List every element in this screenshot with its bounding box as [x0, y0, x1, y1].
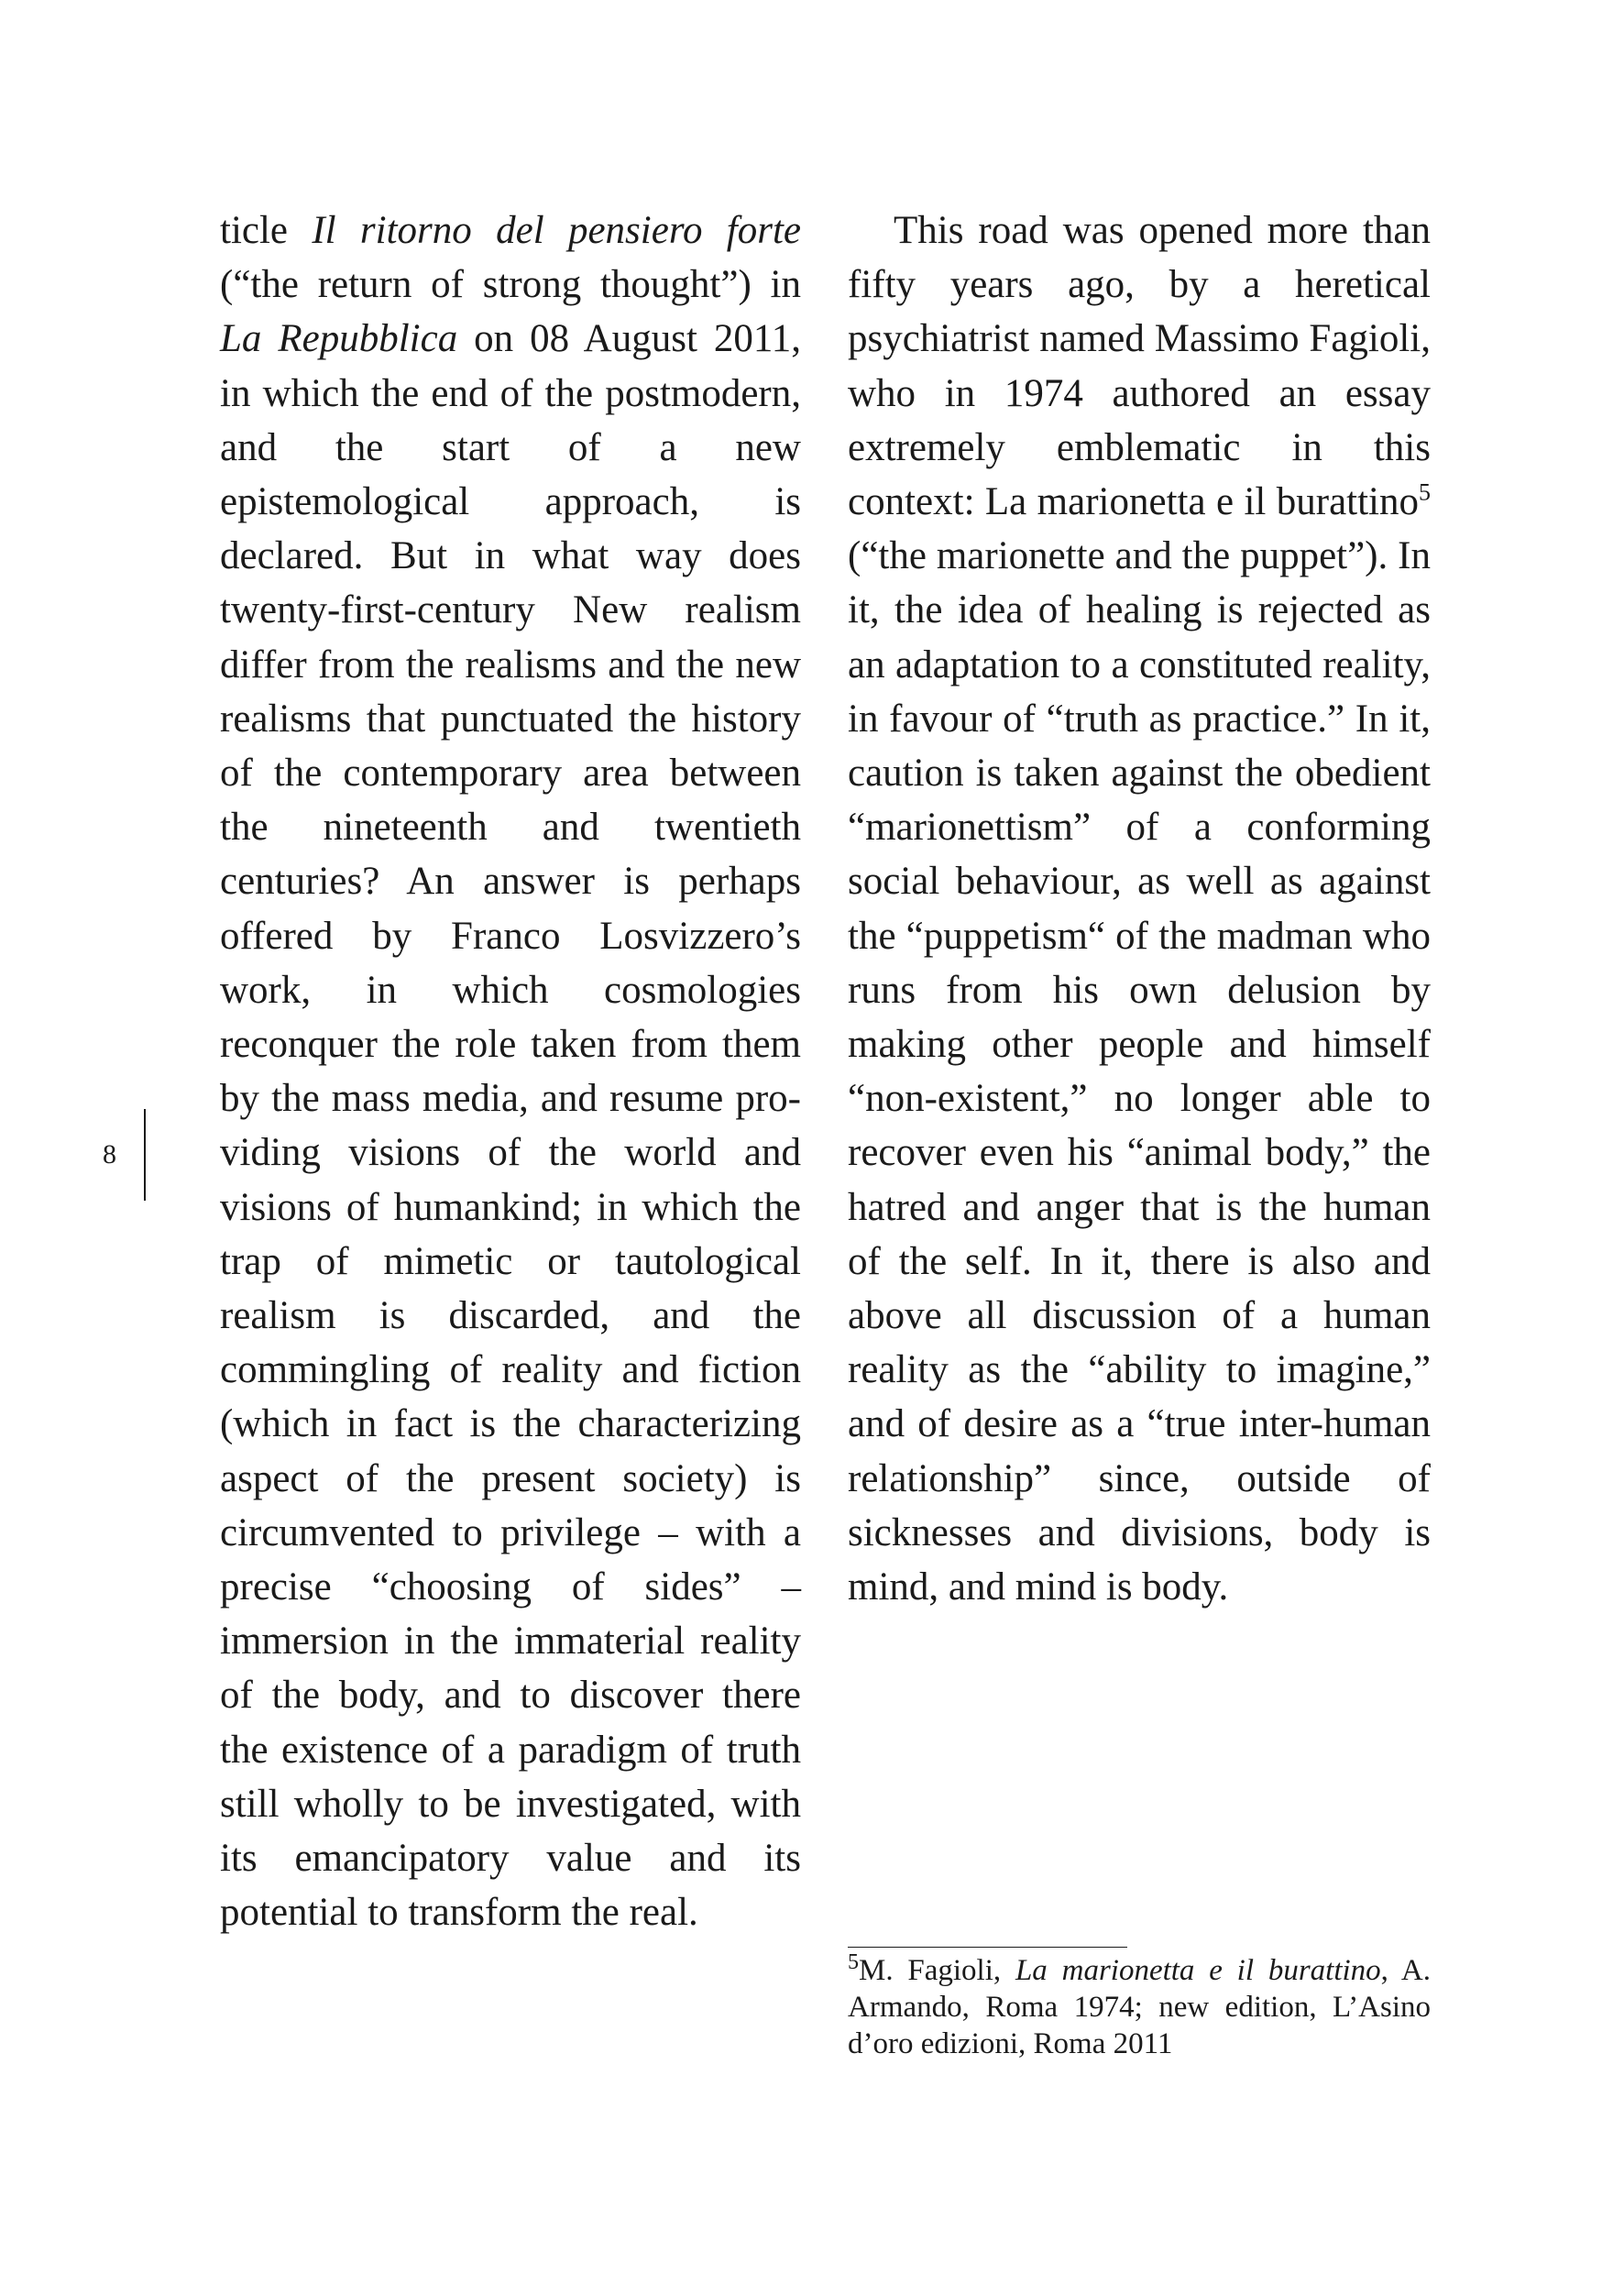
footnote-reference: 5	[1419, 478, 1431, 506]
footnote-text-segment: , A. Armando, Roma 1974; new edition, L’Asino d’oro edizioni, Roma 2011	[848, 1954, 1431, 2060]
left-text-segment: on 08 August 2011, in which the end of the postmodern, and the start of a new epistemological approach, is declared. But in what way does twenty-first-century New realism differ from the realisms and the new realisms that punctuated the history of the contemporary area between the nineteenth and twentieth centuries? An answer is perhaps offered by Franco Losvizzero’s work, in which cosmologies reconquer the role taken from them by the mass media, and resume providing visions of the world and visions of humankind; in which the trap of mimetic or tautological realism is discarded, and the commingling of reality and fiction (which in fact is the characterizing aspect of the present society) is circumvented to privilege – with a precise “choosing of sides” – immersion in the immaterial reality of the body, and to discover there the existence of a paradigm of truth still wholly to be investigated, with its emancipatory value and its potential to transform the real.	[220, 317, 802, 1935]
left-column	[220, 203, 801, 1940]
left-text-segment: ticle	[220, 209, 313, 252]
footnote-rule	[848, 1947, 1127, 1948]
left-paragraph	[220, 203, 801, 1940]
margin-rule	[144, 1109, 146, 1201]
footnote-mark: 5	[848, 1950, 859, 1974]
book-title: La marionetta e il burattino	[1015, 1954, 1381, 1987]
right-column	[848, 203, 1431, 1614]
page-number: 8	[103, 1139, 116, 1169]
footnote-text-segment: M. Fagioli,	[859, 1954, 1015, 1987]
right-paragraph	[848, 203, 1431, 1614]
footnote	[848, 1952, 1431, 2062]
right-text-segment: (“the marionette and the puppet”). In it, the idea of healing is rejected as an adaptation to a constituted reality, in favour of “truth as practice.” In it, caution is taken against the obedient “marionettism” of a conforming social behaviour, as well as against the “puppetism“ of the madman who runs from his own delusion by making other people and himself “non-existent,” no longer able to recover even his “animal body,” the hatred and anger that is the human of the self. In it, there is also and above all discussion of a human reality as the “ability to imagine,” and of desire as a “true inter-human relationship” since, outside of sicknesses and divisions, body is mind, and mind is body.	[848, 534, 1431, 1609]
newspaper-title: La Repubblica	[220, 317, 458, 361]
right-text-segment: This road was opened more than fifty years ago, by a heretical psychiatrist named Massimo Fagioli, who in 1974 authored an essay extremely emblematic in this context: La marionetta e il burattino	[848, 209, 1431, 524]
left-text-segment: (“the return of strong thought”) in	[220, 263, 801, 307]
article-title: Il ritorno del pensiero forte	[312, 209, 801, 252]
